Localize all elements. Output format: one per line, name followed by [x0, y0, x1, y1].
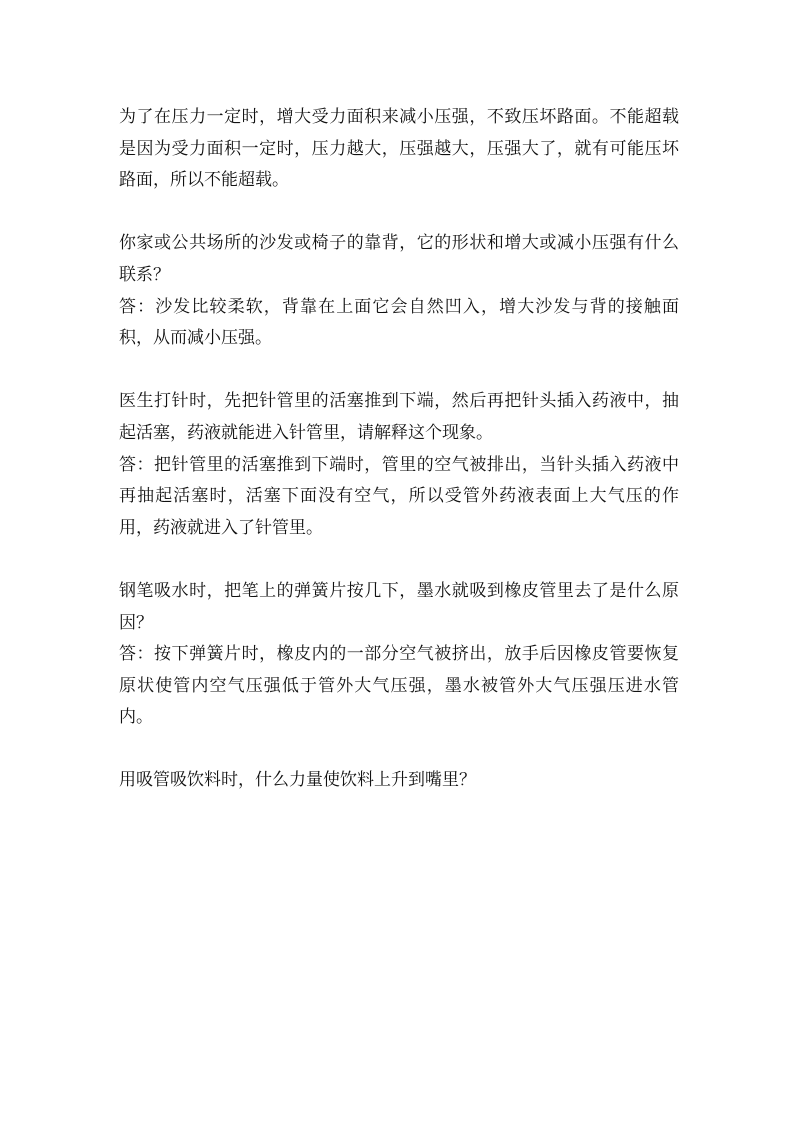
document-body: [119, 102, 679, 797]
question-sofa-backrest: [119, 228, 679, 354]
paragraph-text: 为了在压力一定时，增大受力面积来减小压强，不致压坏路面。不能超载是因为受力面积一定时，压力越大，压强越大，压强大了，就有可能压坏路面，所以不能超载。: [119, 107, 679, 191]
answer-text: 答：按下弹簧片时，橡皮内的一部分空气被挤出，放手后因橡皮管要恢复原状使管内空气压强低于管外大气压强，墨水被管外大气压强压进水管内。: [119, 644, 679, 728]
question-text: 钢笔吸水时，把笔上的弹簧片按几下，墨水就吸到橡皮管里去了是什么原因？: [119, 580, 679, 633]
answer-text: 答：把针管里的活塞推到下端时，管里的空气被排出，当针头插入药液中再抽起活塞时，活塞下面没有空气，所以受管外药液表面上大气压的作用，药液就进入了针管里。: [119, 454, 679, 538]
question-fountain-pen: [119, 576, 679, 734]
question-drinking-straw: [119, 765, 679, 797]
question-text: 医生打针时，先把针管里的活塞推到下端，然后再把针头插入药液中，抽起活塞，药液就能进入针管里，请解释这个现象。: [119, 391, 679, 443]
question-syringe: [119, 386, 679, 544]
paragraph-pressure-area: [119, 102, 679, 197]
answer-text: 答：沙发比较柔软，背靠在上面它会自然凹入，增大沙发与背的接触面积，从而减小压强。: [119, 296, 679, 349]
question-text: 你家或公共场所的沙发或椅子的靠背，它的形状和增大或减小压强有什么联系？: [119, 233, 679, 285]
question-text: 用吸管吸饮料时，什么力量使饮料上升到嘴里？: [119, 770, 476, 791]
